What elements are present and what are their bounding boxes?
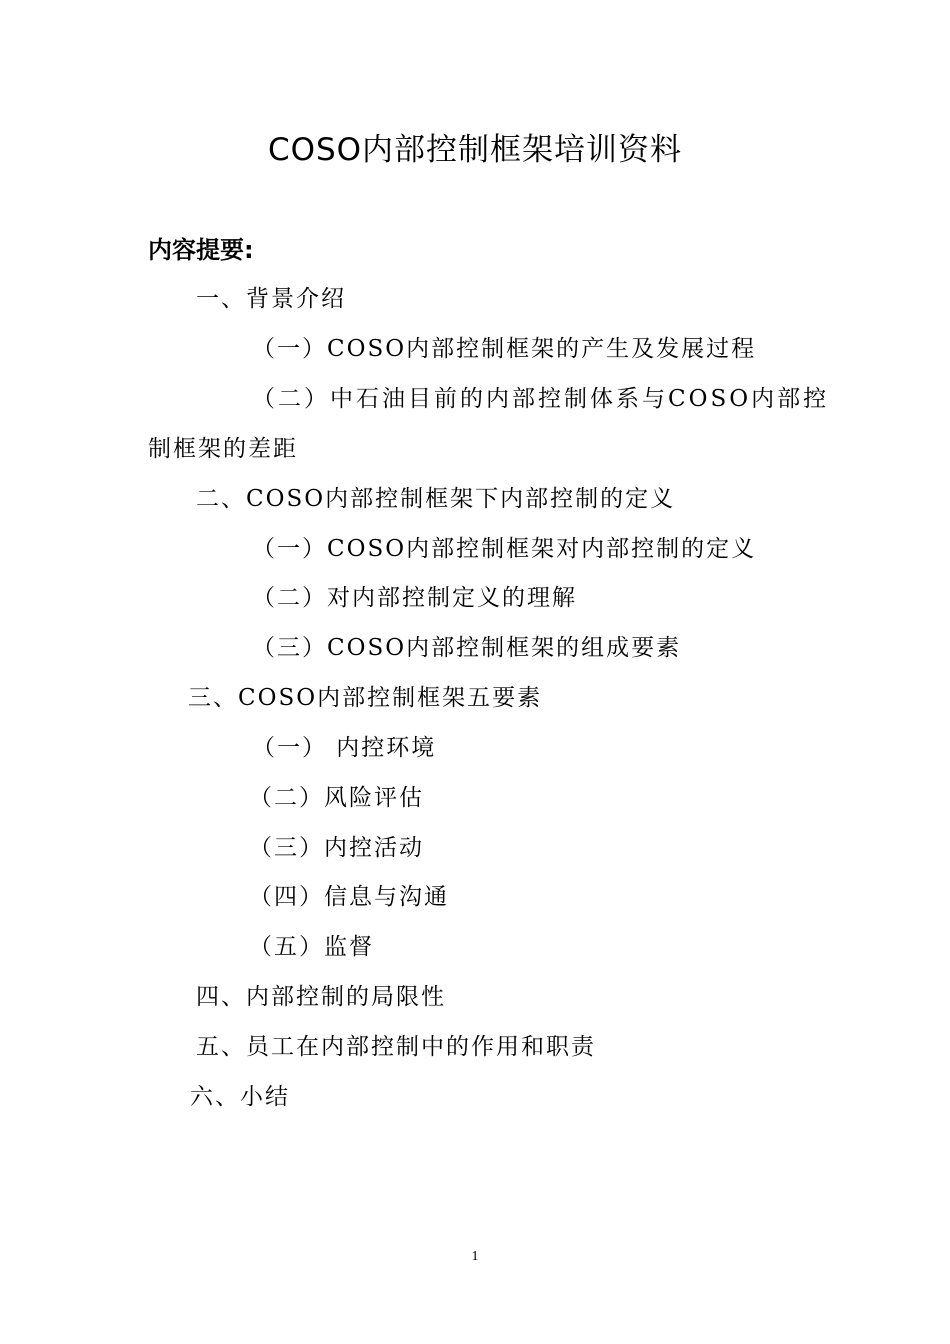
list-item: （五）监督 <box>249 934 374 960</box>
list-item: （三）COSO内部控制框架的组成要素 <box>252 635 682 661</box>
list-item: （二）中石油目前的内部控制体系与COSO内部控 <box>252 386 830 412</box>
list-item: 二、COSO内部控制框架下内部控制的定义 <box>196 486 676 512</box>
outline-heading: 内容提要: <box>148 236 254 264</box>
list-item: （一）COSO内部控制框架对内部控制的定义 <box>252 536 757 562</box>
list-item: 制框架的差距 <box>148 436 298 462</box>
list-item: （一） 内控环境 <box>252 735 437 761</box>
page-number: 1 <box>471 1249 479 1264</box>
list-item: （三）内控活动 <box>249 835 424 861</box>
list-item: 三、COSO内部控制框架五要素 <box>188 685 543 711</box>
list-item: （四）信息与沟通 <box>249 884 449 910</box>
list-item: （二）风险评估 <box>249 785 424 811</box>
list-item: 四、内部控制的局限性 <box>196 984 446 1010</box>
list-item: 一、背景介绍 <box>196 286 346 312</box>
list-item: （二）对内部控制定义的理解 <box>252 585 577 611</box>
document-title: COSO内部控制框架培训资料 <box>267 132 683 168</box>
list-item: 五、员工在内部控制中的作用和职责 <box>196 1034 596 1060</box>
list-item: （一）COSO内部控制框架的产生及发展过程 <box>252 336 757 362</box>
list-item: 六、小结 <box>190 1084 290 1110</box>
